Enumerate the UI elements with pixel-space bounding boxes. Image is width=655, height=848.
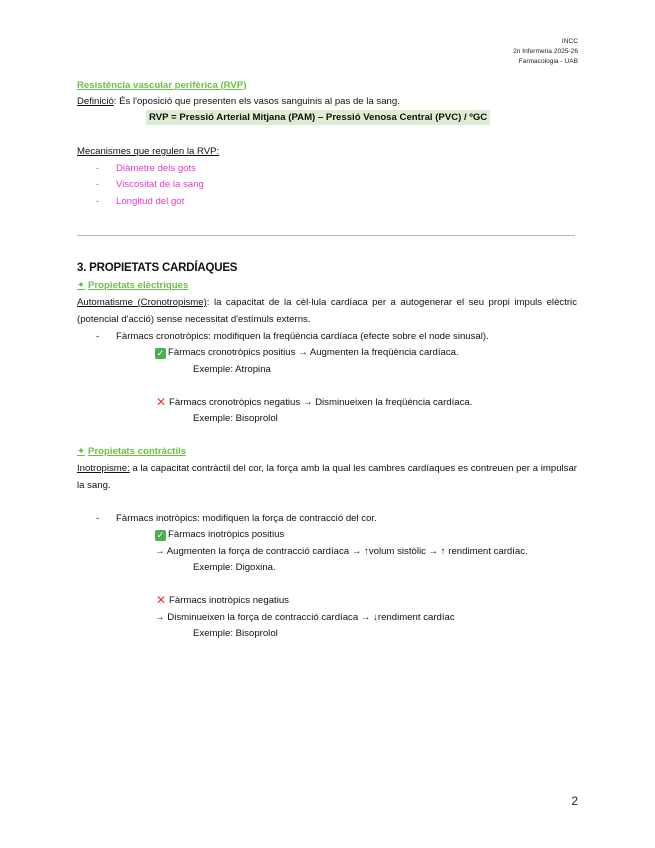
- list-dash: -: [96, 163, 100, 174]
- inotropic-negative: [155, 594, 289, 607]
- rvp-definition: [77, 95, 400, 108]
- inotropic-negative-example: Exemple: Bisoprolol: [193, 628, 278, 639]
- automatism-text: : la capacitat de la cèl·lula cardíaca per a autogenerar el seu propi impuls elèctric (potencial d'acció) sense necessitat d'estímuls externs.: [77, 297, 577, 325]
- inotropism-paragraph: [77, 460, 577, 494]
- automatism-paragraph: [77, 294, 577, 328]
- inotropic-positive: [155, 528, 284, 541]
- mechanism-item: Viscositat de la sang: [116, 179, 204, 190]
- section-divider: [77, 235, 575, 236]
- inotropic-negative-effect: → Disminueixen la força de contracció cardíaca → ↓rendiment cardíac: [155, 612, 455, 623]
- mechanisms-label: Mecanismes que regulen la RVP:: [77, 146, 220, 157]
- electric-properties-title: [77, 279, 188, 292]
- list-dash: -: [96, 196, 100, 207]
- section-heading: 3. PROPIETATS CARDÍAQUES: [77, 262, 238, 274]
- electric-properties-label: Propietats elèctriques: [88, 280, 189, 291]
- inotropic-bullet: Fàrmacs inotròpics: modifiquen la força de contracció del cor.: [116, 513, 377, 524]
- check-icon: ✓: [156, 348, 165, 358]
- document-header: [513, 37, 578, 67]
- chronotropic-positive-example: Exemple: Atropina: [193, 364, 271, 375]
- mechanism-item: Diàmetre dels gots: [116, 163, 196, 174]
- check-icon: ✓: [156, 530, 165, 540]
- list-dash: -: [96, 331, 100, 342]
- cross-icon: ✕: [155, 395, 167, 409]
- chronotropic-positive-text: Fàrmacs cronotròpics positius → Augmenten la freqüència cardíaca.: [168, 347, 459, 358]
- page-number: 2: [571, 794, 578, 808]
- definition-label: Definició: [77, 96, 114, 107]
- mechanism-item: Longitud del got: [116, 196, 185, 207]
- inotropic-positive-example: Exemple: Digoxina.: [193, 562, 276, 573]
- rvp-formula: RVP = Pressió Arterial Mitjana (PAM) – Pressió Venosa Central (PVC) / ºGC: [146, 110, 490, 125]
- inotropism-term: Inotropisme:: [77, 463, 130, 474]
- inotropic-negative-text: Fàrmacs inotròpics negatius: [169, 595, 289, 606]
- inotropic-positive-effect: → Augmenten la força de contracció cardíaca → ↑volum sistòlic → ↑ rendiment cardíac.: [155, 546, 528, 557]
- chronotropic-negative: [155, 396, 472, 409]
- chronotropic-negative-text: Fàrmacs cronotròpics negatius → Disminueixen la freqüència cardíaca.: [169, 397, 473, 408]
- automatism-term: Automatisme (Cronotropisme): [77, 297, 207, 308]
- chronotropic-negative-example: Exemple: Bisoprolol: [193, 413, 278, 424]
- chronotropic-bullet: Fàrmacs cronotròpics: modifiquen la freqüència cardíaca (efecte sobre el node sinusal).: [116, 331, 489, 342]
- inotropic-positive-text: Fàrmacs inotròpics positius: [168, 529, 285, 540]
- list-dash: -: [96, 179, 100, 190]
- header-line-course: INCC: [561, 38, 578, 45]
- rvp-title: Resistència vascular perifèrica (RVP): [77, 80, 247, 91]
- chronotropic-positive: [155, 346, 459, 359]
- header-line-year: 2n Infermeria 2025-26: [513, 48, 578, 55]
- cross-icon: ✕: [155, 593, 167, 607]
- inotropism-text: a la capacitat contràctil del cor, la força amb la qual les cambres cardíaques es contreuen per a impulsar la sang.: [77, 463, 577, 491]
- definition-text: : És l'oposició que presenten els vasos sanguinis al pas de la sang.: [113, 96, 400, 107]
- contractile-properties-label: Propietats contràctils: [88, 446, 187, 457]
- sparkle-icon: ✦: [77, 446, 86, 457]
- list-dash: -: [96, 513, 100, 524]
- header-line-subject: Farmacologia - UAB: [518, 58, 578, 65]
- sparkle-icon: ✦: [77, 280, 86, 291]
- contractile-properties-title: [77, 445, 186, 458]
